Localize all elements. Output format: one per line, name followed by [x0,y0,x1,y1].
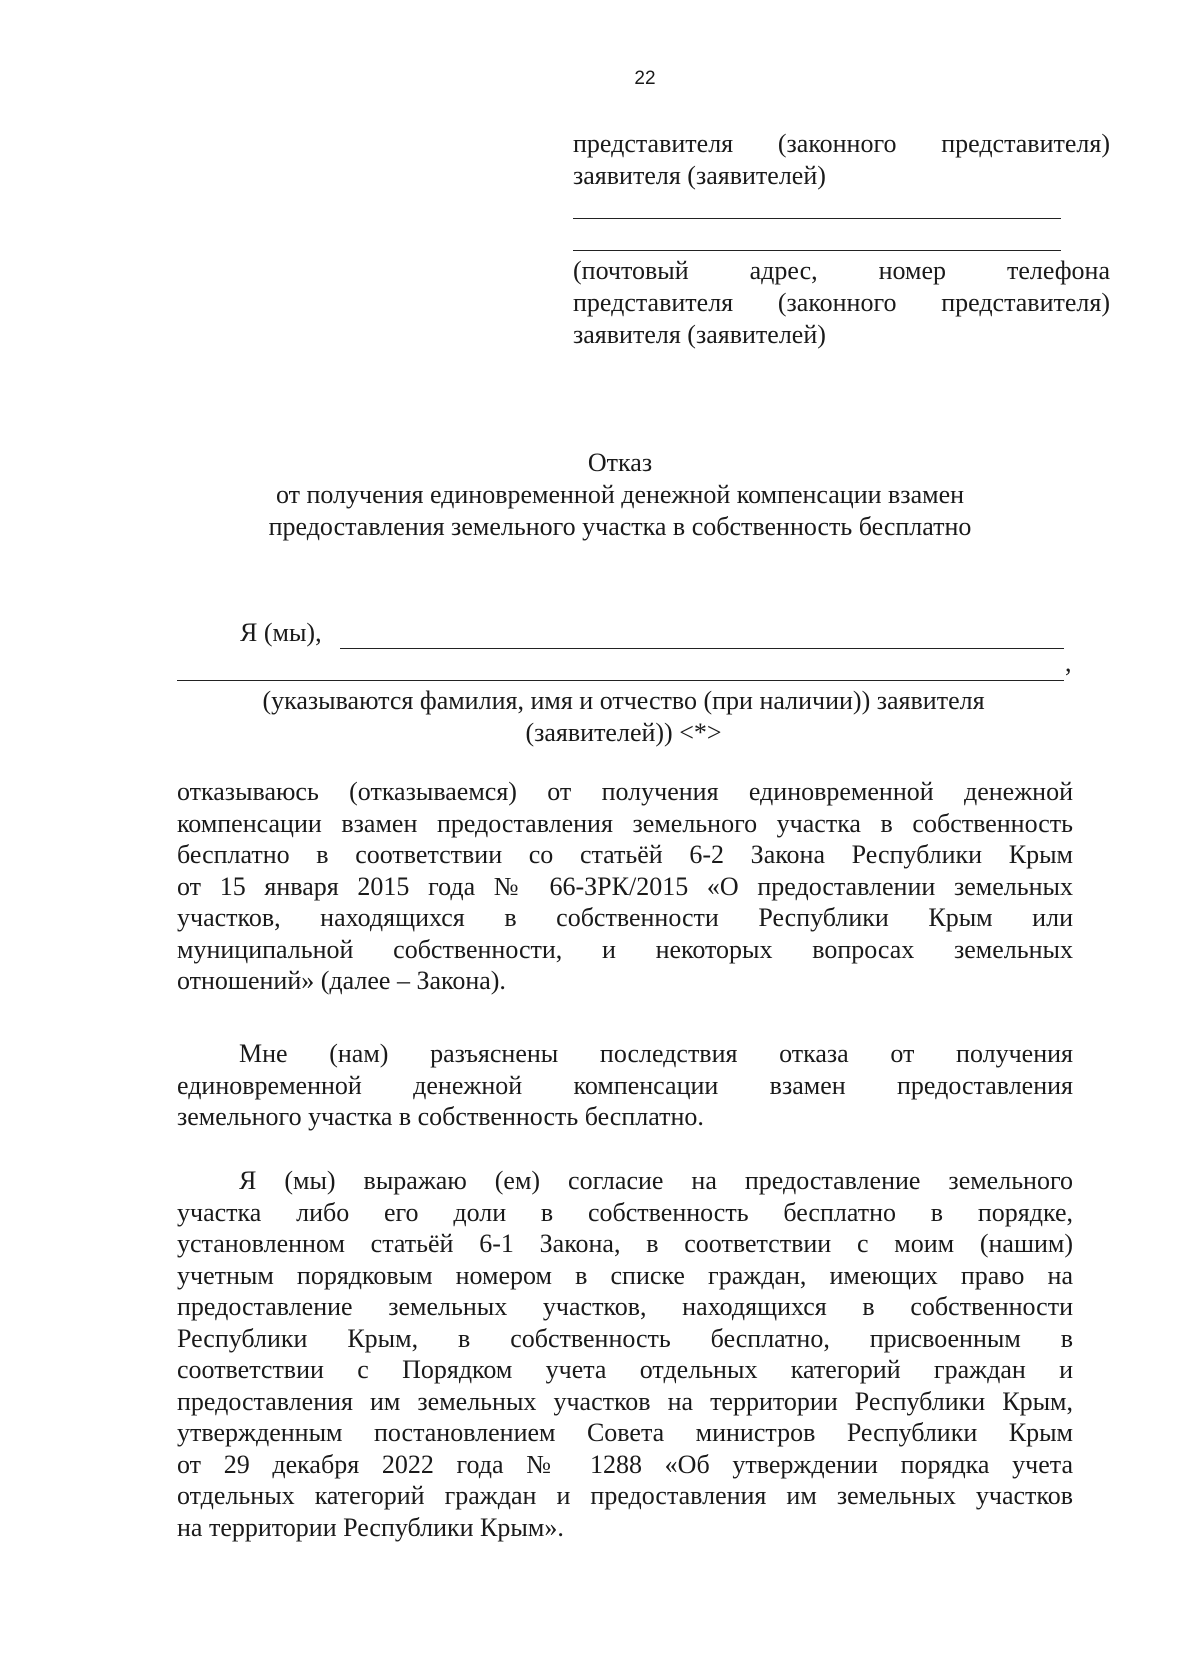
address-fill-line-2[interactable] [573,250,1061,251]
paragraph-line: предоставления им земельных участков на территории Республики Крым, [177,1386,1073,1416]
recipient-block-bottom [573,255,1110,351]
recipient-line: заявителя (заявителей) [573,161,826,190]
document-title [0,447,1200,543]
paragraph-line: отказываюсь (отказываемся) от получения единовременной денежной [177,777,1073,806]
paragraph-consequences [177,1038,1073,1133]
paragraph-line: отношений» (далее – Закона). [177,966,506,995]
paragraph-line: отдельных категорий граждан и предоставления им земельных участков [177,1481,1073,1510]
paragraph-line: земельного участка в собственность бесплатно. [177,1102,704,1131]
paragraph-line: единовременной денежной компенсации взамен предоставления [177,1070,1073,1100]
applicant-name-fill-line-2[interactable] [177,680,1064,681]
paragraph-line: участков, находящихся в собственности Республики Крым или [177,903,1073,932]
caption-line: (заявителей)) <*> [525,718,722,747]
paragraph-line: Республики Крым, в собственность бесплатно, присвоенным в [177,1323,1073,1353]
paragraph-line: Я (мы) выражаю (ем) согласие на предоставление земельного [239,1166,1073,1195]
paragraph-line: учетным порядковым номером в списке граждан, имеющих право на [177,1260,1073,1290]
paragraph-line: Мне (нам) разъяснены последствия отказа от получения [239,1039,1073,1068]
applicant-name-fill-line-1[interactable] [340,648,1064,649]
applicant-prefix: Я (мы), [240,618,322,647]
paragraph-line: от 29 декабря 2022 года № 1288 «Об утверждении порядка учета [177,1449,1073,1479]
caption-line: (указываются фамилия, имя и отчество (при наличии)) заявителя [262,686,985,715]
paragraph-refusal [177,776,1073,997]
paragraph-line: предоставление земельных участков, находящихся в собственности [177,1292,1073,1321]
paragraph-line: компенсации взамен предоставления земельного участка в собственность [177,808,1073,838]
title-line: предоставления земельного участка в собственность бесплатно [268,512,972,541]
paragraph-line: от 15 января 2015 года № 66-ЗРК/2015 «О предоставлении земельных [177,871,1073,901]
recipient-block-top [573,128,1110,192]
paragraph-line: соответствии с Порядком учета отдельных категорий граждан и [177,1355,1073,1384]
trailing-comma: , [1065,648,1072,677]
page-number: 22 [634,68,656,89]
paragraph-consent [177,1165,1073,1543]
paragraph-line: на территории Республики Крым». [177,1512,564,1542]
title-heading: Отказ [587,448,653,477]
recipient-line: представителя (законного представителя) [573,129,1110,158]
recipient-line: представителя (законного представителя) [573,288,1110,317]
applicant-caption [0,685,1200,749]
paragraph-line: установленном статьёй 6-1 Закона, в соответствии с моим (нашим) [177,1229,1073,1258]
paragraph-line: утвержденным постановлением Совета министров Республики Крым [177,1418,1073,1447]
paragraph-line: участка либо его доли в собственность бесплатно в порядке, [177,1197,1073,1227]
address-fill-line-1[interactable] [573,218,1061,219]
recipient-line: заявителя (заявителей) [573,320,826,349]
recipient-line: (почтовый адрес, номер телефона [573,256,1110,285]
title-line: от получения единовременной денежной компенсации взамен [275,480,965,509]
paragraph-line: бесплатно в соответствии со статьёй 6-2 Закона Республики Крым [177,840,1073,869]
paragraph-line: муниципальной собственности, и некоторых вопросах земельных [177,934,1073,964]
